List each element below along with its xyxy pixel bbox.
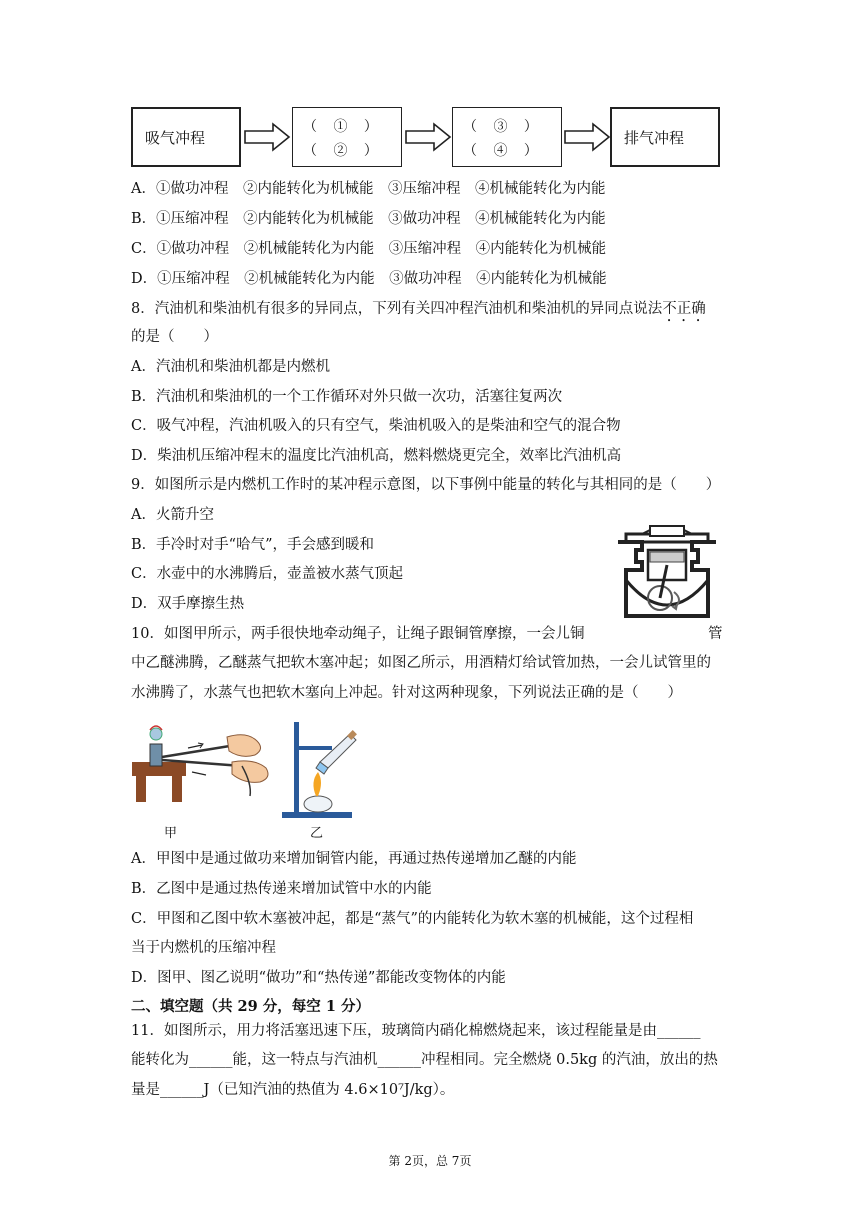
q9-stem: 9．如图所示是内燃机工作时的某冲程示意图，以下事例中能量的转化与其相同的是（ ） bbox=[131, 477, 721, 493]
exhaust-stroke-label: 排气冲程 bbox=[624, 129, 685, 147]
q8-option-a: A．汽油机和柴油机都是内燃机 bbox=[131, 359, 330, 375]
engine-stroke-figure bbox=[612, 520, 722, 624]
stroke-box-3-4 bbox=[452, 107, 562, 167]
figure-a-copper-tube bbox=[132, 722, 277, 822]
q7-option-a: A．①做功冲程 ②内能转化为机械能 ③压缩冲程 ④机械能转化为内能 bbox=[131, 181, 606, 197]
q9-option-b: B．手冷时对手“哈气”，手会感到暖和 bbox=[131, 537, 374, 553]
q8-option-c: C．吸气冲程，汽油机吸入的只有空气，柴油机吸入的是柴油和空气的混合物 bbox=[131, 418, 621, 434]
q8-stem bbox=[131, 299, 706, 325]
q8-emphasis: 不正确 bbox=[662, 301, 706, 317]
q7-option-d: D．①压缩冲程 ②机械能转化为内能 ③做功冲程 ④内能转化为机械能 bbox=[131, 271, 607, 287]
q9-option-d: D．双手摩擦生热 bbox=[131, 596, 245, 612]
q8-stem-text: 8．汽油机和柴油机有很多的异同点，下列有关四冲程汽油机和柴油机的异同点说法 bbox=[131, 301, 663, 317]
blank-2: （ ② ） bbox=[303, 143, 384, 159]
intake-stroke-box bbox=[131, 107, 241, 167]
blank-1: （ ① ） bbox=[303, 119, 384, 135]
q9-option-c: C．水壶中的水沸腾后，壶盖被水蒸气顶起 bbox=[131, 566, 404, 582]
blank-4: （ ④ ） bbox=[463, 143, 544, 159]
q10-stem-line1-end: 管 bbox=[708, 626, 723, 642]
intake-stroke-label: 吸气冲程 bbox=[145, 129, 206, 147]
stroke-box-1-2 bbox=[292, 107, 402, 167]
q10-option-a: A．甲图中是通过做功来增加铜管内能，再通过热传递增加乙醚的内能 bbox=[131, 851, 577, 867]
figure-a-label: 甲 bbox=[164, 826, 178, 841]
q8-option-b: B．汽油机和柴油机的一个工作循环对外只做一次功，活塞往复两次 bbox=[131, 389, 563, 405]
q7-option-c: C．①做功冲程 ②机械能转化为内能 ③压缩冲程 ④内能转化为机械能 bbox=[131, 241, 607, 257]
right-arrow-icon bbox=[243, 122, 291, 152]
section-2-heading: 二、填空题（共 29 分，每空 1 分） bbox=[131, 998, 370, 1015]
figure-b-test-tube-burner bbox=[280, 722, 370, 822]
q8-option-d: D．柴油机压缩冲程末的温度比汽油机高，燃料燃烧更完全，效率比汽油机高 bbox=[131, 448, 622, 464]
q10-option-c-cont: 当于内燃机的压缩冲程 bbox=[131, 940, 276, 956]
q9-option-a: A．火箭升空 bbox=[131, 507, 214, 523]
right-arrow-icon bbox=[404, 122, 452, 152]
exhaust-stroke-box bbox=[610, 107, 720, 167]
q8-stem-cont: 的是（ ） bbox=[131, 329, 218, 345]
q11-line3: 量是______J（已知汽油的热值为 4.6×10⁷J/kg）。 bbox=[131, 1082, 455, 1098]
q10-option-d: D．图甲、图乙说明“做功”和“热传递”都能改变物体的内能 bbox=[131, 970, 506, 986]
q10-option-c: C．甲图和乙图中软木塞被冲起，都是“蒸气”的内能转化为软木塞的机械能，这个过程相 bbox=[131, 911, 694, 927]
right-arrow-icon bbox=[563, 122, 611, 152]
figure-b-label: 乙 bbox=[310, 826, 324, 841]
q11-line1: 11．如图所示，用力将活塞迅速下压，玻璃筒内硝化棉燃烧起来，该过程能量是由______ bbox=[131, 1023, 701, 1039]
q10-option-b: B．乙图中是通过热传递来增加试管中水的内能 bbox=[131, 881, 432, 897]
q10-stem-line3: 水沸腾了，水蒸气也把软木塞向上冲起。针对这两种现象，下列说法正确的是（ ） bbox=[131, 685, 682, 701]
q11-line2: 能转化为______能，这一特点与汽油机______冲程相同。完全燃烧 0.5kg 的汽油，放出的热 bbox=[131, 1052, 718, 1068]
q10-stem-line1: 10．如图甲所示，两手很快地牵动绳子，让绳子跟铜管摩擦，一会儿铜 bbox=[131, 626, 585, 642]
page-footer: 第 2页，总 7页 bbox=[388, 1154, 472, 1168]
q7-option-b: B．①压缩冲程 ②内能转化为机械能 ③做功冲程 ④机械能转化为内能 bbox=[131, 211, 606, 227]
blank-3: （ ③ ） bbox=[463, 119, 544, 135]
q10-stem-line2: 中乙醚沸腾，乙醚蒸气把软木塞冲起；如图乙所示，用酒精灯给试管加热，一会儿试管里的 bbox=[131, 655, 711, 671]
